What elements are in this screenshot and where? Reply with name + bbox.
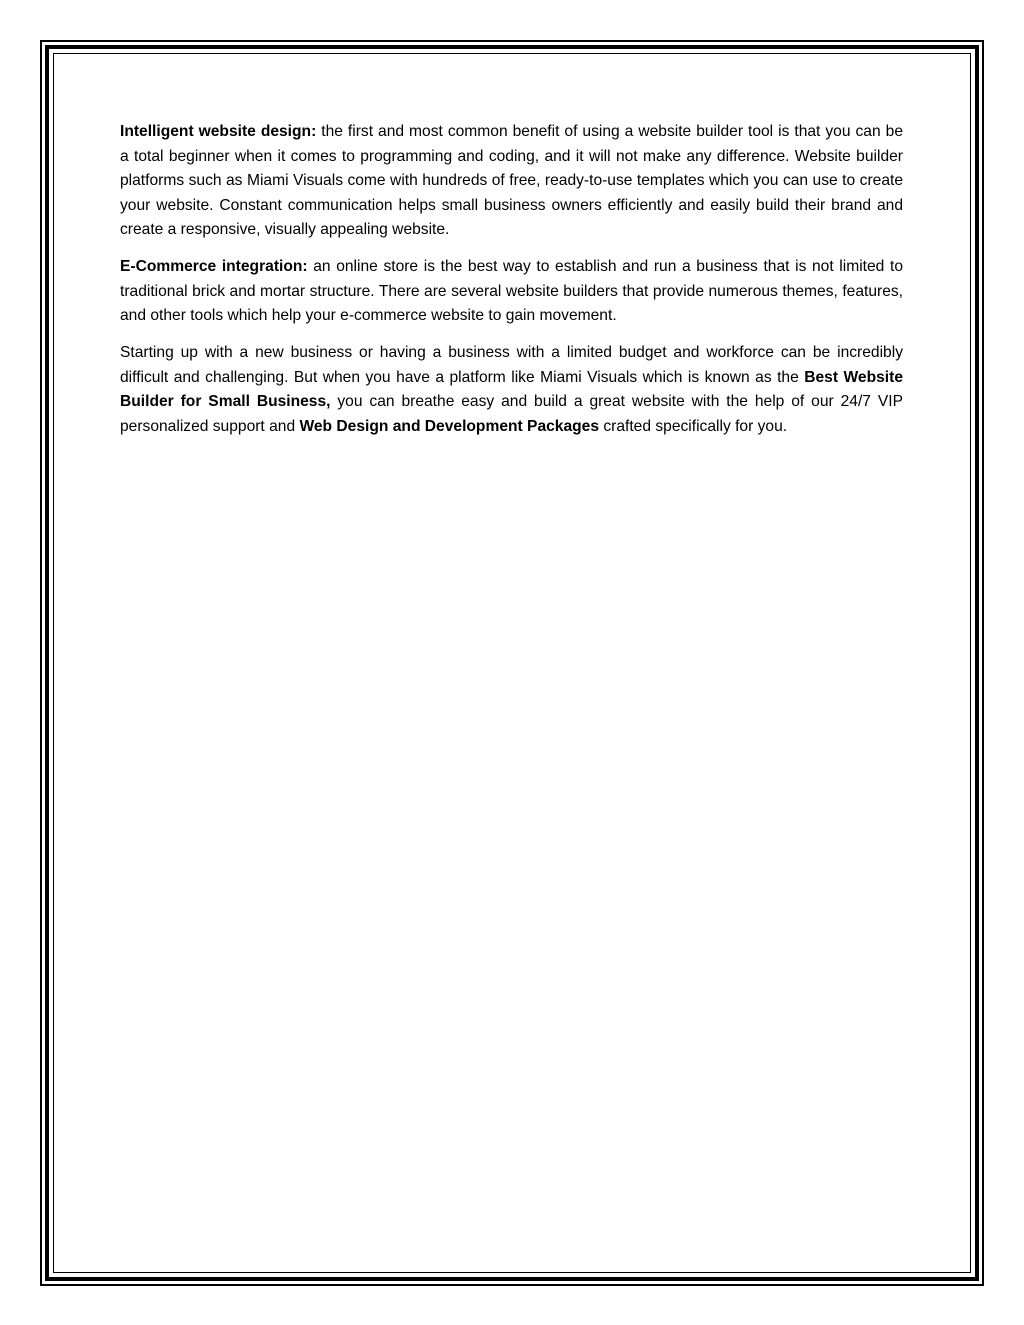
paragraph-ecommerce [120,255,903,329]
paragraph-text: you can breathe easy and build a great website with the help of our 24/7 VIP personalized support and [120,393,903,435]
bold-phrase-web-design-packages: Web Design and Development Packages [299,417,600,435]
paragraph-starting-up [120,341,903,439]
paragraph-text: an online store is the best way to establish and run a business that is not limited to traditional brick and mortar structure. There are several website builders that provide numerous themes, features, and other tools which help your e-commerce website to gain movement. [120,258,903,324]
paragraph-text: Starting up with a new business or having a business with a limited budget and workforce can be incredibly difficult and challenging. But when you have a platform like Miami Visuals which is known as the [120,344,903,386]
paragraph-text: crafted specifically for you. [599,417,788,435]
bold-phrase-best-website-builder: Best Website Builder for Small Business, [120,368,903,410]
document-body [120,120,903,452]
paragraph-lead: Intelligent website design: [120,123,317,140]
paragraph-intelligent-design [120,120,903,243]
paragraph-lead: E-Commerce integration: [120,258,308,275]
paragraph-text: the first and most common benefit of using a website builder tool is that you can be a total beginner when it comes to programming and coding, and it will not make any difference. Website builder platforms such as Miami Visuals come with hundreds of free, ready-to-use templates which you can use to create your website. Constant communication helps small business owners efficiently and easily build their brand and create a responsive, visually appealing website. [120,123,903,238]
